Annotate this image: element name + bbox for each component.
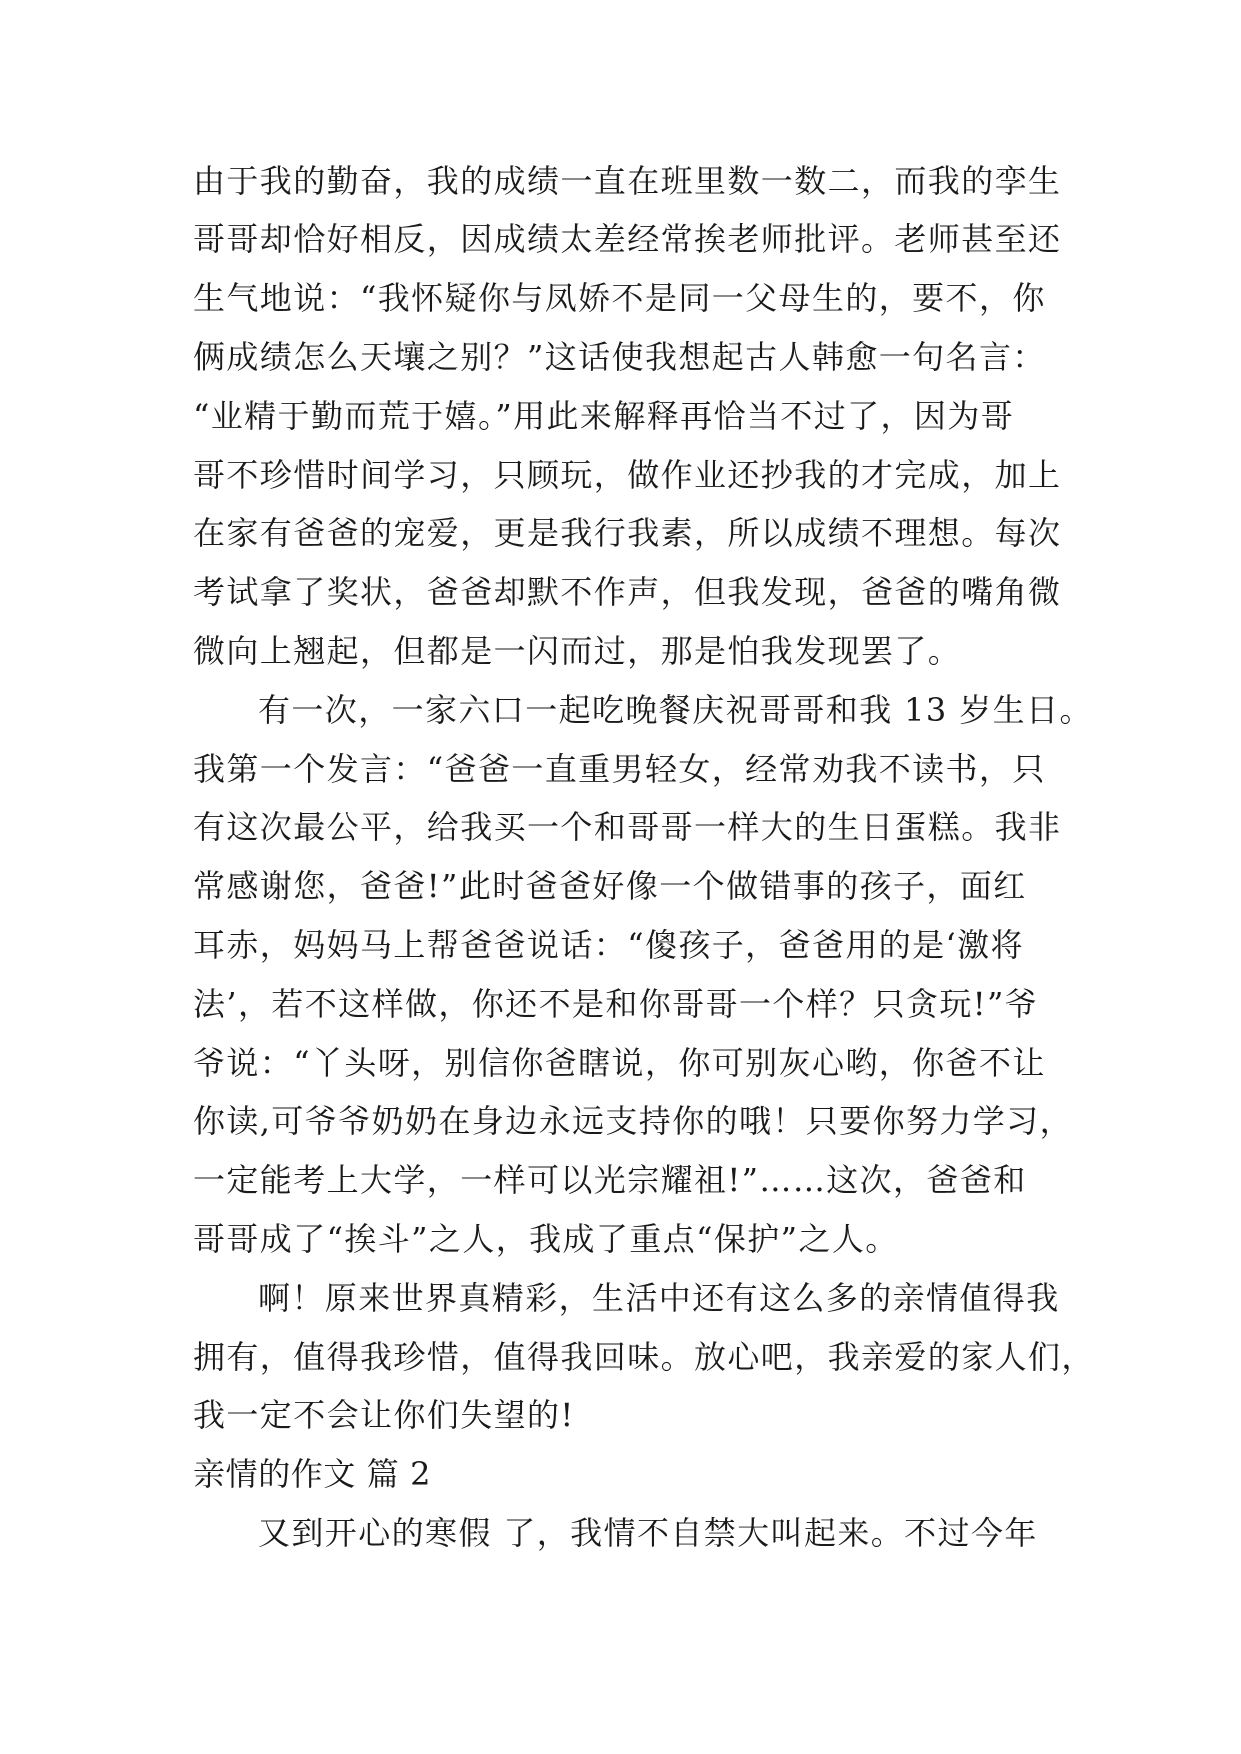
text-line: 我一定不会让你们失望的!: [193, 1396, 575, 1434]
text-line: 有这次最公平，给我买一个和哥哥一样大的生日蛋糕。我非: [193, 808, 1062, 846]
text-line: 常感谢您，爸爸!”此时爸爸好像一个做错事的孩子，面红: [193, 867, 1027, 905]
text-line: 哥哥却恰好相反，因成绩太差经常挨老师批评。老师甚至还: [193, 220, 1062, 258]
paragraph-start-line: 有一次，一家六口一起吃晚餐庆祝哥哥和我 13 岁生日。: [258, 691, 1093, 729]
text-line: 拥有，值得我珍惜，值得我回味。放心吧，我亲爱的家人们，: [193, 1338, 1095, 1376]
text-line: 一定能考上大学，一样可以光宗耀祖!”……这次，爸爸和: [193, 1161, 1027, 1199]
section-heading: 亲情的作文 篇 2: [193, 1455, 432, 1493]
text-line: 微向上翘起，但都是一闪而过，那是怕我发现罢了。: [193, 632, 962, 670]
text-line: “业精于勤而荒于嬉。”用此来解释再恰当不过了，因为哥: [193, 397, 1015, 435]
text-line: 你读,可爷爷奶奶在身边永远支持你的哦！只要你努力学习，: [193, 1102, 1073, 1140]
text-line: 哥不珍惜时间学习，只顾玩，做作业还抄我的才完成，加上: [193, 456, 1062, 494]
paragraph-start-line: 啊！原来世界真精彩，生活中还有这么多的亲情值得我: [258, 1279, 1060, 1317]
text-line: 生气地说：“我怀疑你与凤娇不是同一父母生的，要不，你: [193, 279, 1046, 317]
text-line: 耳赤，妈妈马上帮爸爸说话：“傻孩子，爸爸用的是‘激将: [193, 926, 1024, 964]
text-line: 哥哥成了“挨斗”之人，我成了重点“保护”之人。: [193, 1220, 899, 1258]
paragraph-start-line: 又到开心的寒假 了，我情不自禁大叫起来。不过今年: [258, 1514, 1038, 1552]
text-line: 由于我的勤奋，我的成绩一直在班里数一数二，而我的孪生: [193, 162, 1062, 200]
text-line: 考试拿了奖状，爸爸却默不作声，但我发现，爸爸的嘴角微: [193, 573, 1062, 611]
text-line: 在家有爸爸的宠爱，更是我行我素，所以成绩不理想。每次: [193, 514, 1062, 552]
text-line: 法’，若不这样做，你还不是和你哥哥一个样？只贪玩!”爷: [193, 985, 1039, 1023]
text-line: 我第一个发言：“爸爸一直重男轻女，经常劝我不读书，只: [193, 750, 1046, 788]
text-line: 俩成绩怎么天壤之别？”这话使我想起古人韩愈一句名言：: [193, 338, 1046, 376]
text-line: 爷说：“丫头呀，别信你爸瞎说，你可别灰心哟，你爸不让: [193, 1044, 1046, 1082]
